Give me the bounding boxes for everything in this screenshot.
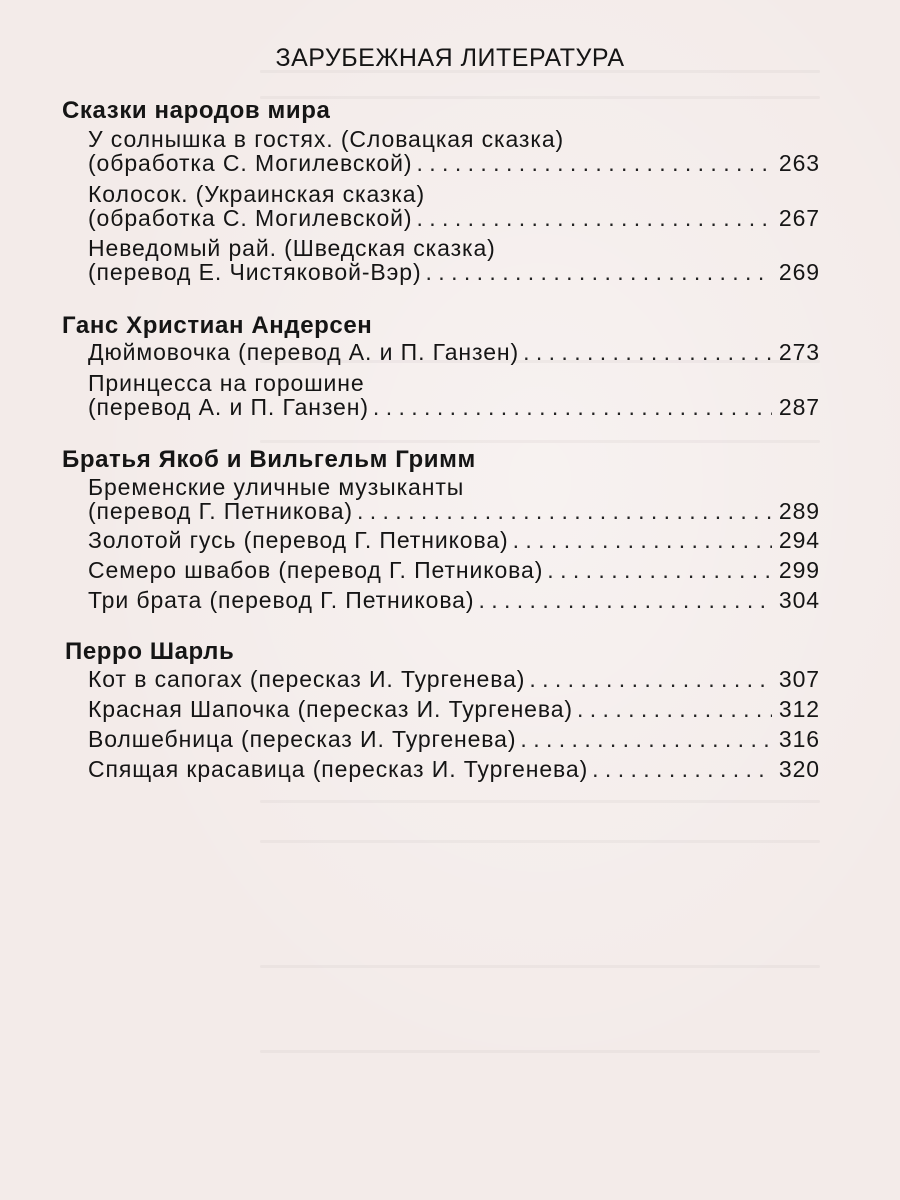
toc-entry-title-cont: (обработка С. Могилевской)	[88, 205, 413, 231]
toc-entry[interactable]	[88, 587, 820, 621]
toc-entry[interactable]	[88, 259, 820, 293]
page-number: 269	[778, 259, 820, 285]
leader-dots	[592, 756, 772, 783]
leader-dots	[416, 205, 772, 232]
toc-entry-title: Дюймовочка (перевод А. и П. Ганзен)	[88, 339, 520, 365]
page-number: 312	[778, 696, 820, 722]
toc-entry[interactable]	[88, 527, 820, 561]
toc-entry-title: Принцесса на горошине	[88, 370, 365, 396]
leader-dots	[416, 150, 772, 177]
toc-entry-title: Семеро швабов (перевод Г. Петникова)	[88, 557, 544, 583]
toc-entry-title: Волшебница (пересказ И. Тургенева)	[88, 726, 517, 752]
toc-entry-title-cont: (перевод Г. Петникова)	[88, 498, 353, 524]
toc-entry-title: Красная Шапочка (пересказ И. Тургенева)	[88, 696, 573, 722]
toc-entry[interactable]	[88, 696, 820, 730]
leader-dots	[547, 557, 772, 584]
toc-entry-title: Золотой гусь (перевод Г. Петникова)	[88, 527, 509, 553]
page-number: 307	[778, 666, 820, 692]
toc-entry[interactable]	[88, 756, 820, 790]
toc-entry-title: У солнышка в гостях. (Словацкая сказка)	[88, 126, 565, 152]
page-heading: ЗАРУБЕЖНАЯ ЛИТЕРАТУРА	[275, 44, 625, 72]
page-number: 320	[778, 756, 820, 782]
toc-entry-title-cont: (перевод А. и П. Ганзен)	[88, 394, 369, 420]
toc-entry-title-cont: (обработка С. Могилевской)	[88, 150, 413, 176]
bleed-through-text	[260, 440, 820, 443]
toc-entry[interactable]	[88, 726, 820, 760]
toc-entry[interactable]	[88, 666, 820, 700]
toc-entry-title: Бременские уличные музыканты	[88, 474, 465, 500]
section-title: Ганс Христиан Андерсен	[62, 312, 373, 339]
toc-entry-title: Три брата (перевод Г. Петникова)	[88, 587, 475, 613]
section-title: Перро Шарль	[65, 638, 235, 665]
toc-entry[interactable]	[88, 150, 820, 184]
leader-dots	[529, 666, 772, 693]
toc-entry[interactable]	[88, 339, 820, 373]
page-number: 316	[778, 726, 820, 752]
toc-entry-title: Неведомый рай. (Шведская сказка)	[88, 235, 496, 261]
bleed-through-text	[260, 800, 820, 803]
toc-entry-title: Спящая красавица (пересказ И. Тургенева)	[88, 756, 589, 782]
bleed-through-text	[260, 96, 820, 99]
page-number: 273	[778, 339, 820, 365]
toc-entry-title-cont: (перевод Е. Чистяковой-Вэр)	[88, 259, 422, 285]
page-number: 304	[778, 587, 820, 613]
page-number: 289	[778, 498, 820, 524]
section-title: Сказки народов мира	[62, 97, 331, 124]
leader-dots	[523, 339, 772, 366]
leader-dots	[357, 498, 772, 525]
bleed-through-text	[260, 965, 820, 968]
page-number: 299	[778, 557, 820, 583]
leader-dots	[426, 259, 772, 286]
toc-entry[interactable]	[88, 557, 820, 591]
page-number: 287	[778, 394, 820, 420]
leader-dots	[478, 587, 772, 614]
toc-entry[interactable]	[88, 205, 820, 239]
leader-dots	[577, 696, 772, 723]
toc-entry-title: Кот в сапогах (пересказ И. Тургенева)	[88, 666, 526, 692]
bleed-through-text	[260, 840, 820, 843]
leader-dots	[520, 726, 772, 753]
section-title: Братья Якоб и Вильгельм Гримм	[62, 446, 476, 473]
page-number: 294	[778, 527, 820, 553]
toc-entry-title: Колосок. (Украинская сказка)	[88, 181, 426, 207]
page-number: 267	[778, 205, 820, 231]
leader-dots	[513, 527, 772, 554]
toc-entry[interactable]	[88, 394, 820, 428]
bleed-through-text	[260, 1050, 820, 1053]
page-number: 263	[778, 150, 820, 176]
leader-dots	[373, 394, 772, 421]
